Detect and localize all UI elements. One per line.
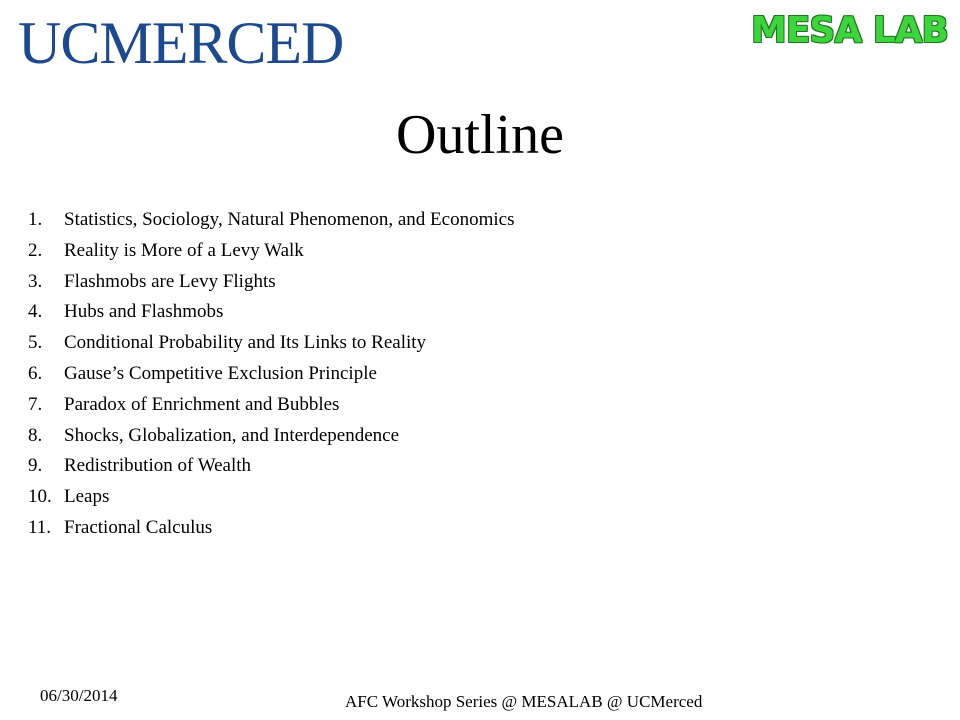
item-number: 4.: [28, 301, 43, 323]
footer-date: 06/30/2014: [40, 686, 118, 705]
list-item: [28, 267, 514, 298]
list-item: [28, 513, 514, 544]
item-text: Leaps: [64, 486, 110, 508]
list-item: [28, 328, 514, 359]
list-item: [28, 297, 514, 328]
item-text: Redistribution of Wealth: [64, 455, 252, 477]
mesa-lab-logo: MESA LAB: [751, 10, 948, 51]
item-number: 3.: [28, 270, 43, 292]
list-item: [28, 482, 514, 513]
item-text: Flashmobs are Levy Flights: [64, 270, 276, 292]
item-text: Shocks, Globalization, and Interdependence: [64, 424, 400, 446]
slide-title: Outline: [396, 104, 564, 166]
item-text: Gause’s Competitive Exclusion Principle: [64, 362, 377, 384]
item-text: Paradox of Enrichment and Bubbles: [64, 393, 340, 415]
outline-list: [28, 205, 514, 544]
item-number: 2.: [28, 239, 43, 261]
list-item: [28, 205, 514, 236]
list-item: [28, 421, 514, 452]
item-text: Fractional Calculus: [64, 516, 213, 538]
list-item: [28, 451, 514, 482]
item-text: Conditional Probability and Its Links to Reality: [64, 332, 427, 354]
item-text: Reality is More of a Levy Walk: [64, 239, 304, 261]
item-text: Statistics, Sociology, Natural Phenomenon, and Economics: [64, 209, 515, 230]
ucmerced-logo: UCMERCED: [18, 10, 344, 76]
list-item: [28, 390, 514, 421]
item-number: 6.: [28, 362, 43, 384]
item-number: 1.: [28, 209, 43, 230]
list-item: [28, 359, 514, 390]
item-number: 7.: [28, 393, 43, 415]
footer-text: AFC Workshop Series @ MESALAB @ UCMerced: [345, 692, 703, 711]
list-item: [28, 236, 514, 267]
item-text: Hubs and Flashmobs: [64, 301, 224, 323]
item-number: 9.: [28, 455, 43, 477]
item-number: 5.: [28, 332, 43, 354]
item-number: 10.: [28, 486, 52, 508]
item-number: 11.: [28, 516, 52, 538]
item-number: 8.: [28, 424, 43, 446]
